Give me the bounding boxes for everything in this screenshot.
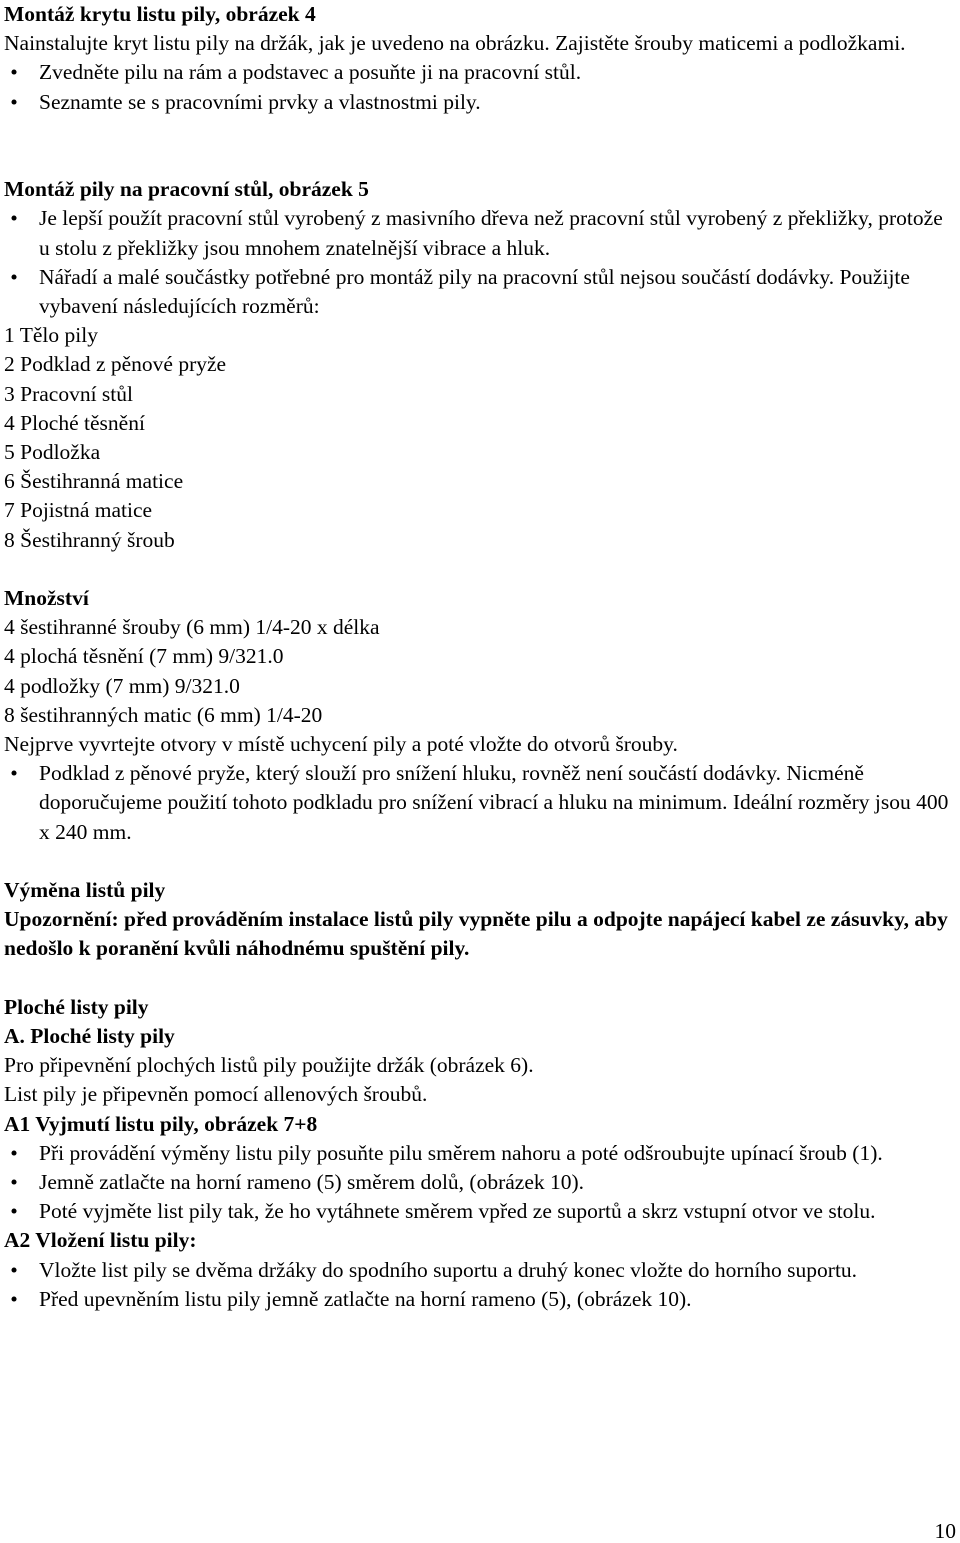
list-item-text: Je lepší použít pracovní stůl vyrobený z masivního dřeva než pracovní stůl vyrobený z překližky, protože u stolu z překližky jsou mnohem znatelnější vibrace a hluk. [39, 206, 943, 260]
part-item: 5 Podložka [4, 440, 101, 465]
section-heading: Montáž krytu listu pily, obrázek 4 [4, 2, 316, 26]
list-item-text: Při provádění výměny listu pily posuňte pilu směrem nahoru a poté odšroubujte upínací šroub (1). [39, 1140, 883, 1165]
bullet-list [4, 58, 954, 116]
paragraph: Nainstalujte kryt listu pily na držák, jak je uvedeno na obrázku. Zajistěte šrouby maticemi a podložkami. [4, 31, 906, 56]
quantity-item: 4 šestihranné šrouby (6 mm) 1/4-20 x délka [4, 615, 380, 640]
part-item: 1 Tělo pily [4, 323, 98, 348]
warning-text: Upozornění: před prováděním instalace listů pily vypněte pilu a odpojte napájecí kabel ze zásuvky, aby nedošlo k poranění kvůli náhodnému spuštění pily. [4, 907, 948, 961]
subsection-heading: A1 Vyjmutí listu pily, obrázek 7+8 [4, 1111, 318, 1136]
list-item-text: Vložte list pily se dvěma držáky do spodního suportu a druhý konec vložte do horního suportu. [39, 1257, 858, 1282]
section-heading: Ploché listy pily [4, 994, 149, 1019]
section-heading: Výměna listů pily [4, 878, 166, 903]
spacer [4, 555, 954, 584]
bullet-list [4, 204, 954, 321]
spacer [4, 847, 954, 876]
list-item [4, 204, 954, 262]
section-heading: Množství [4, 586, 89, 611]
spacer [4, 117, 954, 146]
part-item: 7 Pojistná matice [4, 498, 153, 523]
paragraph: List pily je připevněn pomocí allenových šroubů. [4, 1082, 428, 1107]
quantity-item: 8 šestihranných matic (6 mm) 1/4-20 [4, 702, 323, 727]
list-item [4, 1197, 954, 1226]
subsection-heading: A2 Vložení listu pily: [4, 1228, 197, 1253]
part-item: 8 Šestihranný šroub [4, 527, 175, 552]
part-item: 3 Pracovní stůl [4, 381, 133, 406]
page-number: 10 [934, 1519, 956, 1543]
bullet-icon: • [10, 1257, 18, 1282]
quantity-item: 4 podložky (7 mm) 9/321.0 [4, 673, 240, 698]
bullet-icon: • [10, 206, 18, 231]
quantity-item: 4 plochá těsnění (7 mm) 9/321.0 [4, 644, 284, 669]
spacer [4, 964, 954, 993]
list-item [4, 759, 954, 847]
list-item-text: Seznamte se s pracovními prvky a vlastnostmi pily. [39, 89, 481, 114]
list-item [4, 1168, 954, 1197]
bullet-icon: • [10, 1199, 18, 1224]
paragraph: Pro připevnění plochých listů pily použijte držák (obrázek 6). [4, 1053, 534, 1078]
list-item-text: Nářadí a malé součástky potřebné pro montáž pily na pracovní stůl nejsou součástí dodávky. Použijte vybavení následujících rozměrů: [39, 264, 910, 318]
part-item: 2 Podklad z pěnové pryže [4, 352, 227, 377]
list-item-text: Zvedněte pilu na rám a podstavec a posuňte ji na pracovní stůl. [39, 60, 582, 85]
bullet-icon: • [10, 1170, 18, 1195]
list-item [4, 88, 954, 117]
bullet-list [4, 759, 954, 847]
bullet-list [4, 1256, 954, 1314]
bullet-icon: • [10, 89, 18, 114]
list-item [4, 1139, 954, 1168]
bullet-icon: • [10, 1286, 18, 1311]
bullet-icon: • [10, 264, 18, 289]
bullet-icon: • [10, 60, 18, 85]
bullet-icon: • [10, 761, 18, 786]
list-item [4, 1256, 954, 1285]
part-item: 6 Šestihranná matice [4, 469, 184, 494]
list-item [4, 58, 954, 87]
list-item [4, 1285, 954, 1314]
section-heading: Montáž pily na pracovní stůl, obrázek 5 [4, 177, 369, 202]
list-item [4, 263, 954, 321]
list-item-text: Jemně zatlačte na horní rameno (5) směrem dolů, (obrázek 10). [39, 1170, 585, 1195]
document-page [4, 0, 954, 1314]
subsection-heading: A. Ploché listy pily [4, 1024, 175, 1049]
list-item-text: Poté vyjměte list pily tak, že ho vytáhnete směrem vpřed ze suportů a skrz vstupní otvor ve stolu. [39, 1199, 876, 1224]
spacer [4, 146, 954, 175]
paragraph: Nejprve vyvrtejte otvory v místě uchycení pily a poté vložte do otvorů šrouby. [4, 732, 678, 757]
list-item-text: Podklad z pěnové pryže, který slouží pro snížení hluku, rovněž není součástí dodávky. Nicméně doporučujeme použití tohoto podkladu pro snížení vibrací a hluku na minimum. Ideální rozměry jsou 400 x 240 mm. [39, 761, 949, 844]
list-item-text: Před upevněním listu pily jemně zatlačte na horní rameno (5), (obrázek 10). [39, 1286, 692, 1311]
bullet-list [4, 1139, 954, 1227]
bullet-icon: • [10, 1140, 18, 1165]
part-item: 4 Ploché těsnění [4, 410, 145, 435]
